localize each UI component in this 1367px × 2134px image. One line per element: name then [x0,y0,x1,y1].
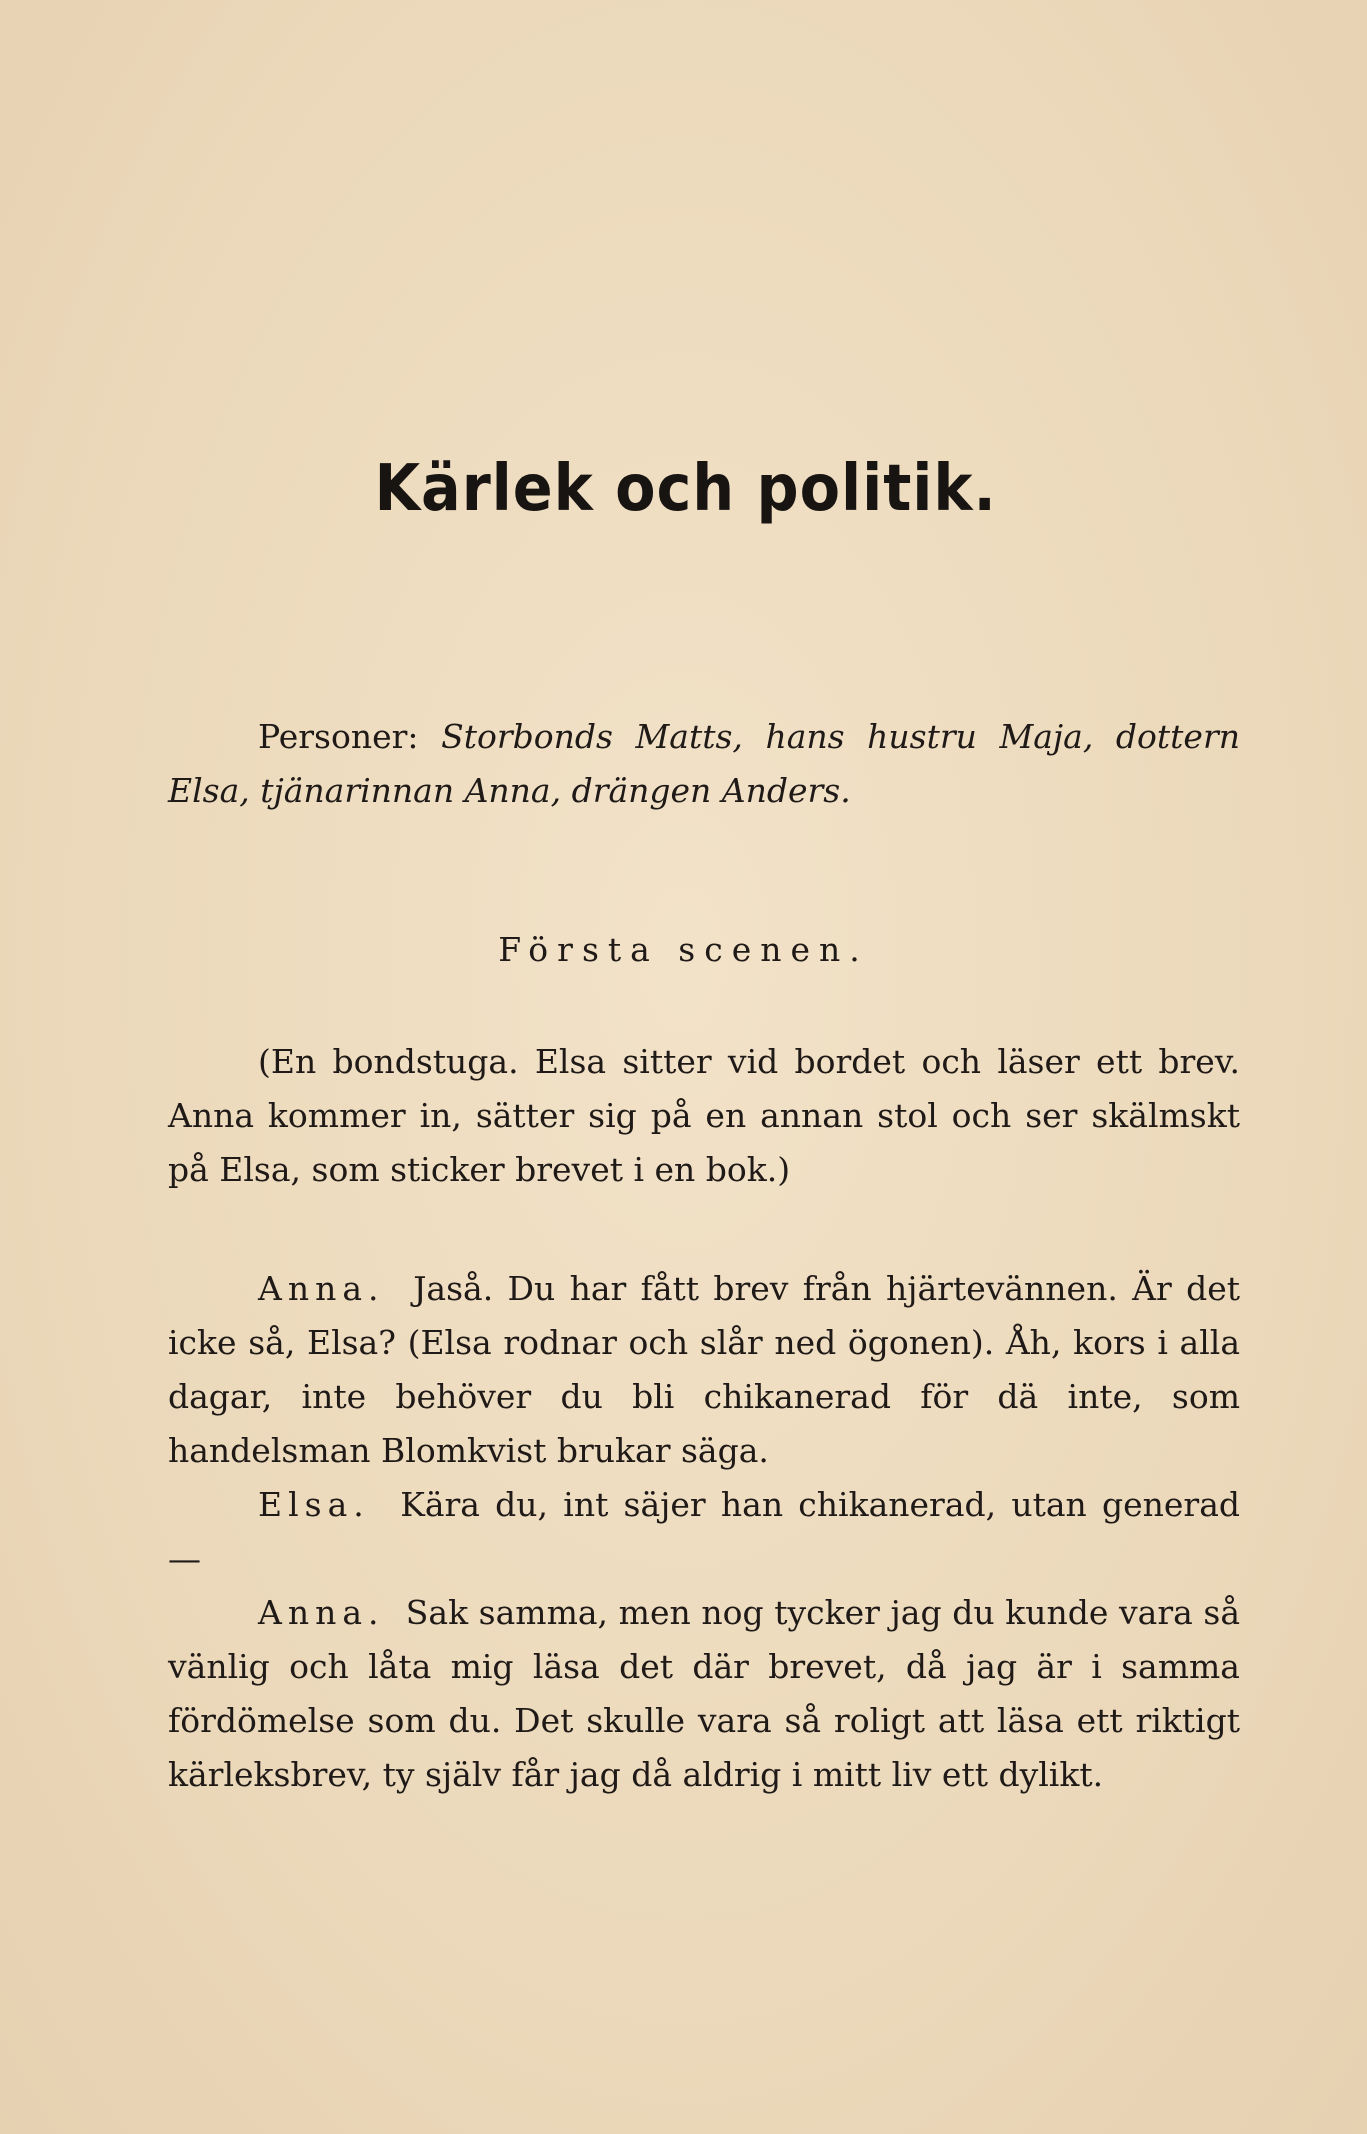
dialogue-line [168,1262,1240,1478]
cast-list [168,710,1240,818]
cast-list-text: Storbonds Matts, hans hustru Maja, dottern Elsa, tjänarinnan Anna, drängen Anders. [168,717,1240,810]
dialogue-text: Jaså. Du har fått brev från hjärtevännen. Är det icke så, Elsa? (Elsa rodnar och slår ned ögonen). Åh, kors i alla dagar, inte behöver du bli chikanerad för dä inte, som handelsman Blomkvist brukar säga. [168,1269,1241,1470]
speaker-name: Anna. [258,1593,385,1632]
dialogue-text: Sak samma, men nog tycker jag du kunde vara så vänlig och låta mig läsa det där brevet, då jag är i samma fördömelse som du. Det skulle vara så roligt att läsa ett riktigt kärleksbrev, ty själv får jag då aldrig i mitt liv ett dylikt. [168,1593,1241,1794]
dialogue [168,1262,1240,1802]
dialogue-line [168,1478,1240,1586]
cast-list-label: Personer: [258,717,419,756]
speaker-name: Elsa. [258,1485,370,1524]
scene-heading: Första scenen. [498,930,869,969]
speaker-name: Anna. [258,1269,385,1308]
dialogue-line [168,1586,1240,1802]
page-title: Kärlek och politik. [374,452,997,526]
dialogue-text: Kära du, int säjer han chikanerad, utan generad — [168,1485,1240,1578]
stage-direction: (En bondstuga. Elsa sitter vid bordet och läser ett brev. Anna kommer in, sätter sig på en annan stol och ser skälmskt på Elsa, som sticker brevet i en bok.) [168,1042,1240,1189]
